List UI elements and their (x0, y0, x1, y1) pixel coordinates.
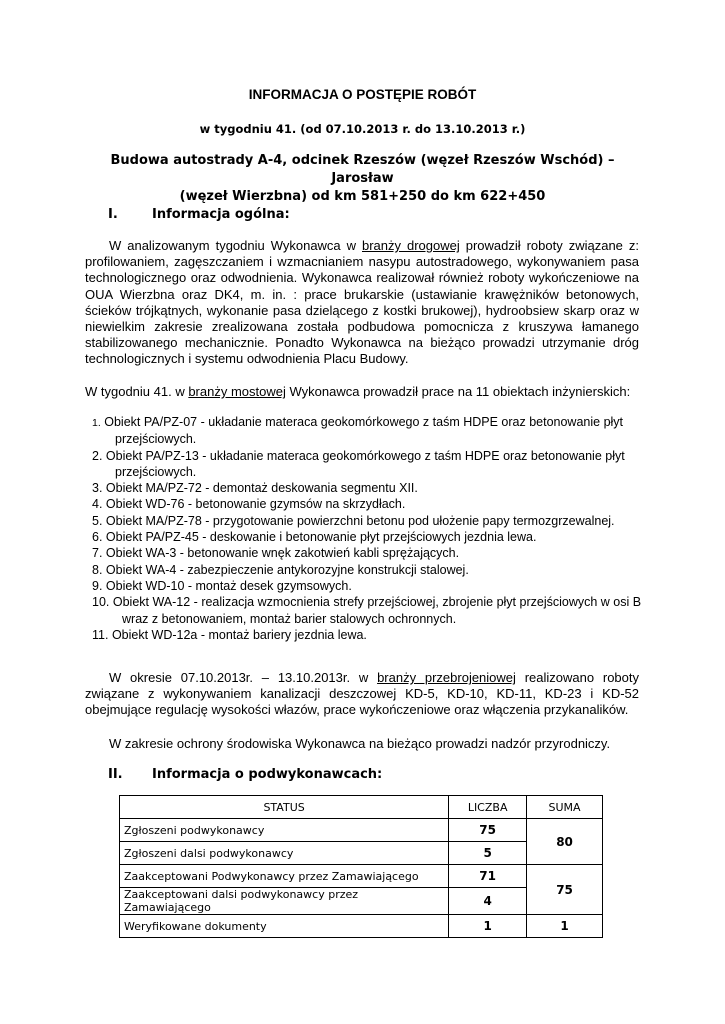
section-number: II. (108, 767, 123, 782)
list-item: 1. Obiekt PA/PZ-07 - układanie materaca geokomórkowego z taśm HDPE oraz betonowanie płyt przejściowych. (92, 415, 624, 447)
paragraph-reconstruction-works: W okresie 07.10.2013r. – 13.10.2013r. w branży przebrojeniowej realizowano roboty związane z wykonywaniem kanalizacji deszczowej KD-5, KD-10, KD-11, KD-23 i KD-52 obejmujące regulację wysokości włazów, prace wykończeniowe oraz włączenia przykanalików. (85, 670, 639, 718)
section-title: Informacja o podwykonawcach: (152, 767, 383, 782)
objects-list (92, 414, 652, 643)
list-item: 4. Obiekt WD-76 - betonowanie gzymsów na skrzydłach. (92, 497, 406, 512)
section-title: Informacja ogólna: (152, 207, 290, 222)
document-title: INFORMACJA O POSTĘPIE ROBÓT (248, 87, 477, 102)
list-item: 11. Obiekt WD-12a - montaż bariery jezdnia lewa. (92, 627, 367, 642)
section-heading-general (108, 207, 290, 222)
paragraph-road-works: W analizowanym tygodniu Wykonawca w branży drogowej prowadził roboty związane z: profilowaniem, zagęszczaniem i wzmacnianiem nasypu autostradowego, wykonywaniem pasa technologicznego oraz odwodnienia. Wykonawca realizował również roboty wykończeniowe na OUA Wierzbna oraz DK4, m. in. : prace brukarskie (ustawianie krawężników betonowych, ścieków trójkątnych, wykonanie pasa dzielącego z kostki brukowej), hydroobsiew skarp oraz w niewielkim zakresie zrealizowana została podbudowa pomocnicza z kruszywa łamanego stabilizowanego mechanicznie. Ponadto Wykonawca na bieżąco prowadzi utrzymanie dróg technologicznych i systemu odwodnienia Placu Budowy. (85, 238, 639, 367)
table-row: Zgłoszeni podwykonawcy 75 80 (120, 819, 603, 842)
list-item: 7. Obiekt WA-3 - betonowanie wnęk zakotwień kabli sprężających. (92, 546, 460, 561)
table-row: Zaakceptowani dalsi podwykonawcy przez Zamawiającego 4 (120, 888, 603, 915)
list-item: 6. Obiekt PA/PZ-45 - deskowanie i betonowanie płyt przejściowych jezdnia lewa. (92, 530, 537, 545)
list-item: 2. Obiekt PA/PZ-13 - układanie materaca geokomórkowego z taśm HDPE oraz betonowanie płyt przejściowych. (92, 448, 625, 479)
table-row: Zaakceptowani Podwykonawcy przez Zamawiającego 71 75 (120, 865, 603, 888)
table-row: Zgłoszeni dalsi podwykonawcy 5 (120, 842, 603, 865)
table-header-row (120, 796, 603, 819)
paragraph-environment: W zakresie ochrony środowiska Wykonawca na bieżąco prowadzi nadzór przyrodniczy. (109, 736, 611, 751)
section-heading-subcontractors (108, 767, 382, 782)
branch-bridge-link: branży mostowej (188, 384, 286, 399)
column-header-liczba: LICZBA (449, 796, 527, 819)
table-row: Weryfikowane dokumenty 1 1 (120, 915, 603, 938)
project-heading (80, 152, 645, 206)
branch-road-link: branży drogowej (362, 238, 460, 253)
project-heading-line1: Budowa autostrady A-4, odcinek Rzeszów (węzeł Rzeszów Wschód) – Jarosław (110, 153, 615, 186)
section-number: I. (108, 207, 118, 222)
column-header-status: STATUS (120, 796, 449, 819)
list-item: 10. Obiekt WA-12 - realizacja wzmocnienia strefy przejściowej, zbrojenie płyt przejściowych w osi B wraz z betonowaniem, montaż barier stalowych ochronnych. (92, 595, 642, 626)
document-subtitle: w tygodniu 41. (od 07.10.2013 r. do 13.10.2013 r.) (199, 122, 526, 136)
paragraph-bridge-works: W tygodniu 41. w branży mostowej Wykonawca prowadził prace na 11 obiektach inżynierskich: (85, 384, 631, 399)
subcontractors-table (119, 795, 603, 938)
list-item: 8. Obiekt WA-4 - zabezpieczenie antykorozyjne konstrukcji stalowej. (92, 562, 469, 577)
sum-cell: 1 (527, 915, 603, 938)
list-item: 9. Obiekt WD-10 - montaż desek gzymsowych. (92, 578, 352, 593)
list-item: 5. Obiekt MA/PZ-78 - przygotowanie powierzchni betonu pod ułożenie papy termozgrzewalnej. (92, 513, 615, 528)
project-heading-line2: (węzeł Wierzbna) od km 581+250 do km 622+450 (179, 189, 546, 204)
sum-cell: 75 (527, 865, 603, 915)
list-item: 3. Obiekt MA/PZ-72 - demontaż deskowania segmentu XII. (92, 481, 418, 496)
sum-cell: 80 (527, 819, 603, 865)
branch-reconstruction-link: branży przebrojeniowej (377, 670, 516, 685)
column-header-suma: SUMA (527, 796, 603, 819)
